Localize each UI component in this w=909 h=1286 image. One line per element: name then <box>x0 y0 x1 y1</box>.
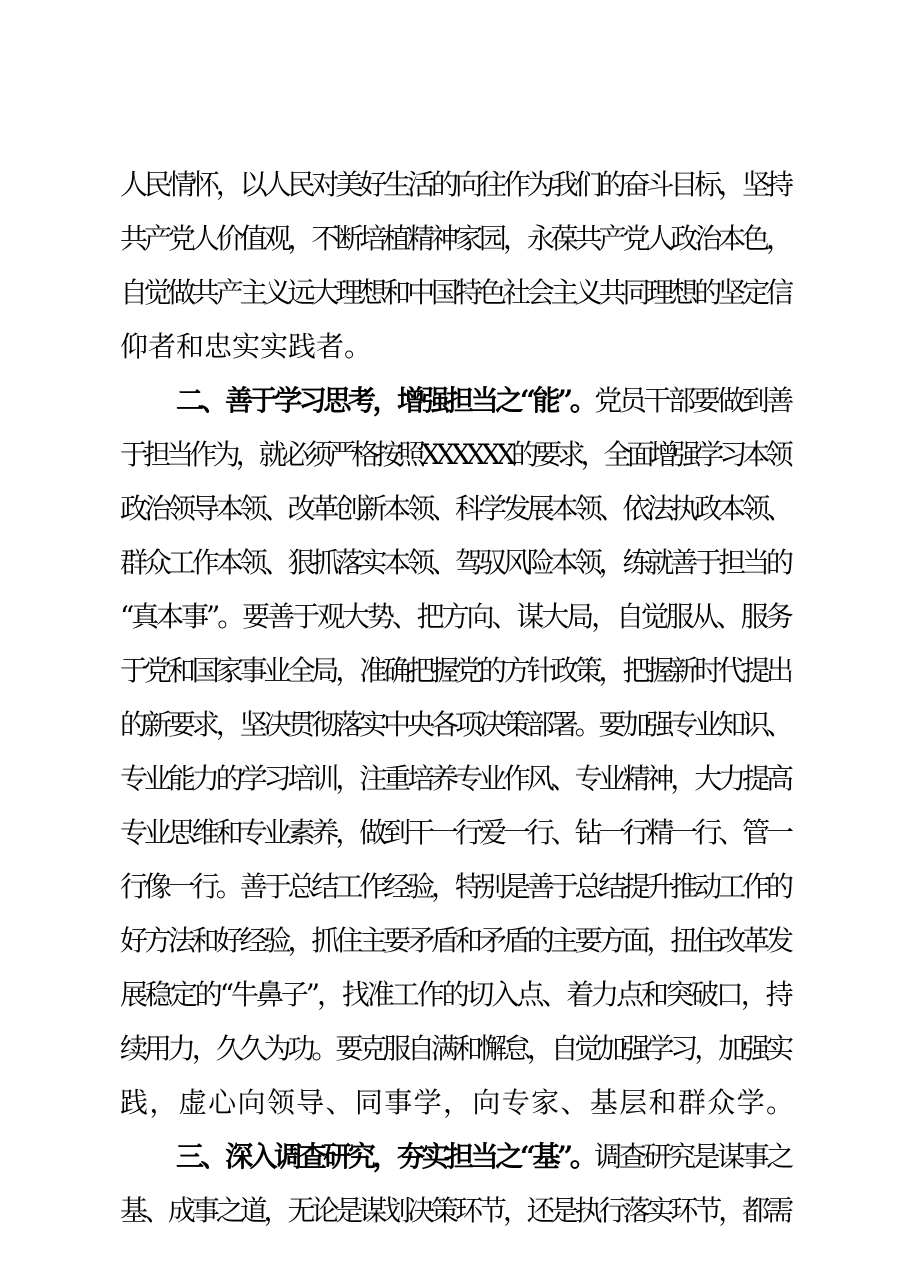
section-three-heading: 三、深入调查研究，夯实担当之“基”。 <box>176 1140 595 1173</box>
section-two-line <box>176 381 791 421</box>
text-line-15: 好方法和好经验，抓住主要矛盾和矛盾的主要方面，扭住改革发 <box>120 924 790 957</box>
section-three-line <box>176 1137 791 1177</box>
section-three-text: 调查研究是谋事之 <box>594 1140 791 1173</box>
text-line-8: 群众工作本领、狠抓落实本领、驾驭风险本领，练就善于担当的 <box>120 546 790 579</box>
text-line-12: 专业能力的学习培训，注重培养专业作风、专业精神，大力提高 <box>120 762 790 795</box>
section-two-text: 党员干部要做到善 <box>594 384 791 417</box>
text-line-14: 行像一行。善于总结工作经验，特别是善于总结提升推动工作的 <box>120 870 790 903</box>
text-line-6: 于担当作为，就必须严格按照XXXXXX的要求，全面增强学习本领 <box>120 438 789 471</box>
text-line-1: 人民情怀，以人民对美好生活的向往作为我们的奋斗目标，坚持 <box>120 168 790 201</box>
text-line-3: 自觉做共产主义远大理想和中国特色社会主义共同理想的坚定信 <box>120 276 790 309</box>
text-line-2: 共产党人价值观，不断培植精神家园，永葆共产党人政治本色， <box>120 222 790 255</box>
text-line-16: 展稳定的“牛鼻子”，找准工作的切入点、着力点和突破口，持 <box>120 978 791 1011</box>
text-line-10: 于党和国家事业全局，准确把握党的方针政策，把握新时代提出 <box>120 654 790 687</box>
text-line-17: 续用力，久久为功。要克服自满和懈怠，自觉加强学习，加强实 <box>120 1032 790 1065</box>
text-line-20: 基、成事之道，无论是谋划决策环节，还是执行落实环节，都需 <box>120 1194 790 1227</box>
text-line-9: “真本事”。要善于观大势、把方向、谋大局，自觉服从、服务 <box>120 600 791 633</box>
text-line-11: 的新要求，坚决贯彻落实中央各项决策部署。要加强专业知识、 <box>120 708 790 741</box>
section-two-heading: 二、善于学习思考，增强担当之“能”。 <box>176 384 595 417</box>
text-line-18: 践，虚心向领导、同事学，向专家、基层和群众学。 <box>120 1086 796 1119</box>
text-line-13: 专业思维和专业素养，做到干一行爱一行、钻一行精一行、管一 <box>120 816 790 849</box>
text-line-7: 政治领导本领、改革创新本领、科学发展本领、依法执政本领、 <box>120 492 790 525</box>
text-line-4: 仰者和忠实实践者。 <box>120 330 373 363</box>
